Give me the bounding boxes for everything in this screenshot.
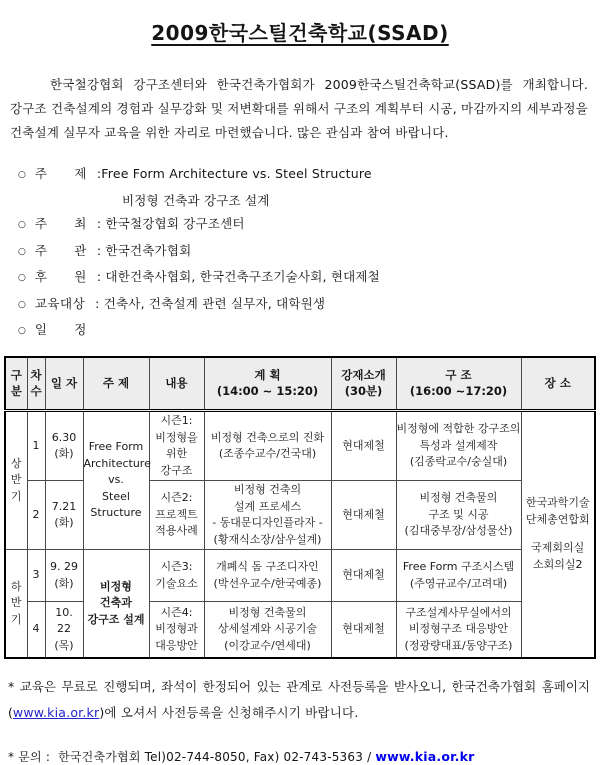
plan-cell: 개폐식 돔 구조디자인 (박선우교수/한국예종) [204,550,331,602]
header-session: 차 수 [27,357,45,411]
date-cell: 9. 29 (화) [45,550,83,602]
header-content: 내용 [149,357,204,411]
info-label: 주 제 [34,166,87,181]
group-first-half: 상 반 기 [5,411,27,550]
plan-cell: 비정형 건축의 설계 프로세스 - 동대문디자인플라자 - (황재식소장/삼우설계) [204,481,331,550]
info-item-audience [18,292,600,319]
info-item-sponsor [18,265,600,292]
topic-second-half: 비정형 건축과 강구조 설계 [83,550,149,658]
table-row-3 [5,550,595,602]
header-group: 구 분 [5,357,27,411]
group-second-half: 하 반 기 [5,550,27,658]
info-label: 후 원 [34,269,87,284]
note-text-pre: * 교육은 무료로 진행되며, 좌석이 한정되어 있는 관계로 사전등록을 받사오니, 한국건축가협회 홈페이지( [8,678,590,720]
info-list [18,162,600,345]
contact-website-link[interactable]: www.kia.or.kr [375,748,475,764]
plan-cell: 비정형 건축물의 상세설계와 시공기술 (이강교수/연세대) [204,602,331,658]
schedule-table [4,356,596,659]
info-value: : 한국철강협회 강구조센터 [96,216,245,231]
date-cell: 6.30 (화) [45,411,83,481]
bullet-icon: ○ [18,170,26,180]
header-steel: 강재소개 (30분) [331,357,396,411]
info-label: 주 최 [34,216,87,231]
topic-first-half: Free Form Architecture vs. Steel Structure [83,411,149,550]
header-topic: 주 제 [83,357,149,411]
steel-cell: 현대제철 [331,602,396,658]
info-value: : 대한건축사협회, 한국건축구조기술사회, 현대제철 [96,269,380,284]
info-item-organizer [18,239,600,266]
session-number: 4 [27,602,45,658]
steel-cell: 현대제철 [331,550,396,602]
content-cell: 시즌1: 비정형을 위한 강구조 [149,411,204,481]
info-value: : 한국건축가협회 [96,242,192,258]
session-number: 1 [27,411,45,481]
title-bar [0,0,600,46]
bullet-icon: ○ [18,273,26,283]
info-value: :Free Form Architecture vs. Steel Structure [96,166,372,181]
place-cell: 한국과학기술 단체총연합회 국제회의실 소회의실2 [521,411,595,658]
steel-cell: 현대제철 [331,481,396,550]
page-title: 2009한국스틸건축학교(SSAD) [151,21,449,45]
content-cell: 시즌4: 비정형과 대응방안 [149,602,204,658]
structure-cell: 비정형에 적합한 강구조의 특성과 설계제작 (김종락교수/숭실대) [396,411,521,481]
structure-cell: Free Form 구조시스템 (주영규교수/고려대) [396,550,521,602]
info-label: 교육대상 [34,295,86,311]
bullet-icon: ○ [18,299,26,310]
date-cell: 7.21 (화) [45,481,83,550]
note-text-post: )에 오셔서 사전등록을 신청해주시기 바랍니다. [99,704,359,720]
info-item-host [18,212,600,239]
intro-paragraph: 한국철강협회 강구조센터와 한국건축가협회가 2009한국스틸건축학교(SSAD)를 개최합니다. 강구조 건축설계의 경험과 실무강화 및 저변확대를 위해서 구조의 계획부터 시공, 마감까지의 세부과정을 건축설계 실무자 교육을 위한 자리로 마련했습니다. 많은 관심과 참여 바랍니다. [10,77,588,140]
plan-cell: 비정형 건축으로의 진화 (조종수교수/건국대) [204,411,331,481]
content-cell: 시즌2: 프로젝트 적용사례 [149,481,204,550]
registration-note [8,674,590,726]
info-item-schedule [18,318,600,345]
session-number: 3 [27,550,45,602]
contact-text: * 문의 : 한국건축가협회 Tel)02-744-8050, Fax) 02-743-5363 / [8,749,376,764]
table-header-row [5,357,595,411]
header-plan: 계 획 (14:00 ~ 15:20) [204,357,331,411]
session-number: 2 [27,481,45,550]
header-place: 장 소 [521,357,595,411]
info-item-subject-line2: 비정형 건축과 강구조 설계 [122,192,270,208]
info-label: 주 관 [34,242,87,258]
bullet-icon: ○ [18,326,26,336]
bullet-icon: ○ [18,246,26,257]
header-date: 일 자 [45,357,83,411]
info-value: : 건축사, 건축설계 관련 실무자, 대학원생 [95,295,326,311]
bullet-icon: ○ [18,220,26,230]
steel-cell: 현대제철 [331,411,396,481]
info-label: 일 정 [34,322,87,337]
table-row-1 [5,411,595,481]
structure-cell: 비정형 건축물의 구조 및 시공 (김대중부장/삼성물산) [396,481,521,550]
header-structure: 구 조 (16:00 ~17:20) [396,357,521,411]
info-item-subject [18,162,600,189]
contact-line [8,748,600,765]
date-cell: 10. 22 (목) [45,602,83,658]
content-cell: 시즌3: 기술요소 [149,550,204,602]
structure-cell: 구조설계사무실에서의 비정형구조 대응방안 (정광량대표/동양구조) [396,602,521,658]
website-link[interactable]: www.kia.or.kr [12,704,100,720]
